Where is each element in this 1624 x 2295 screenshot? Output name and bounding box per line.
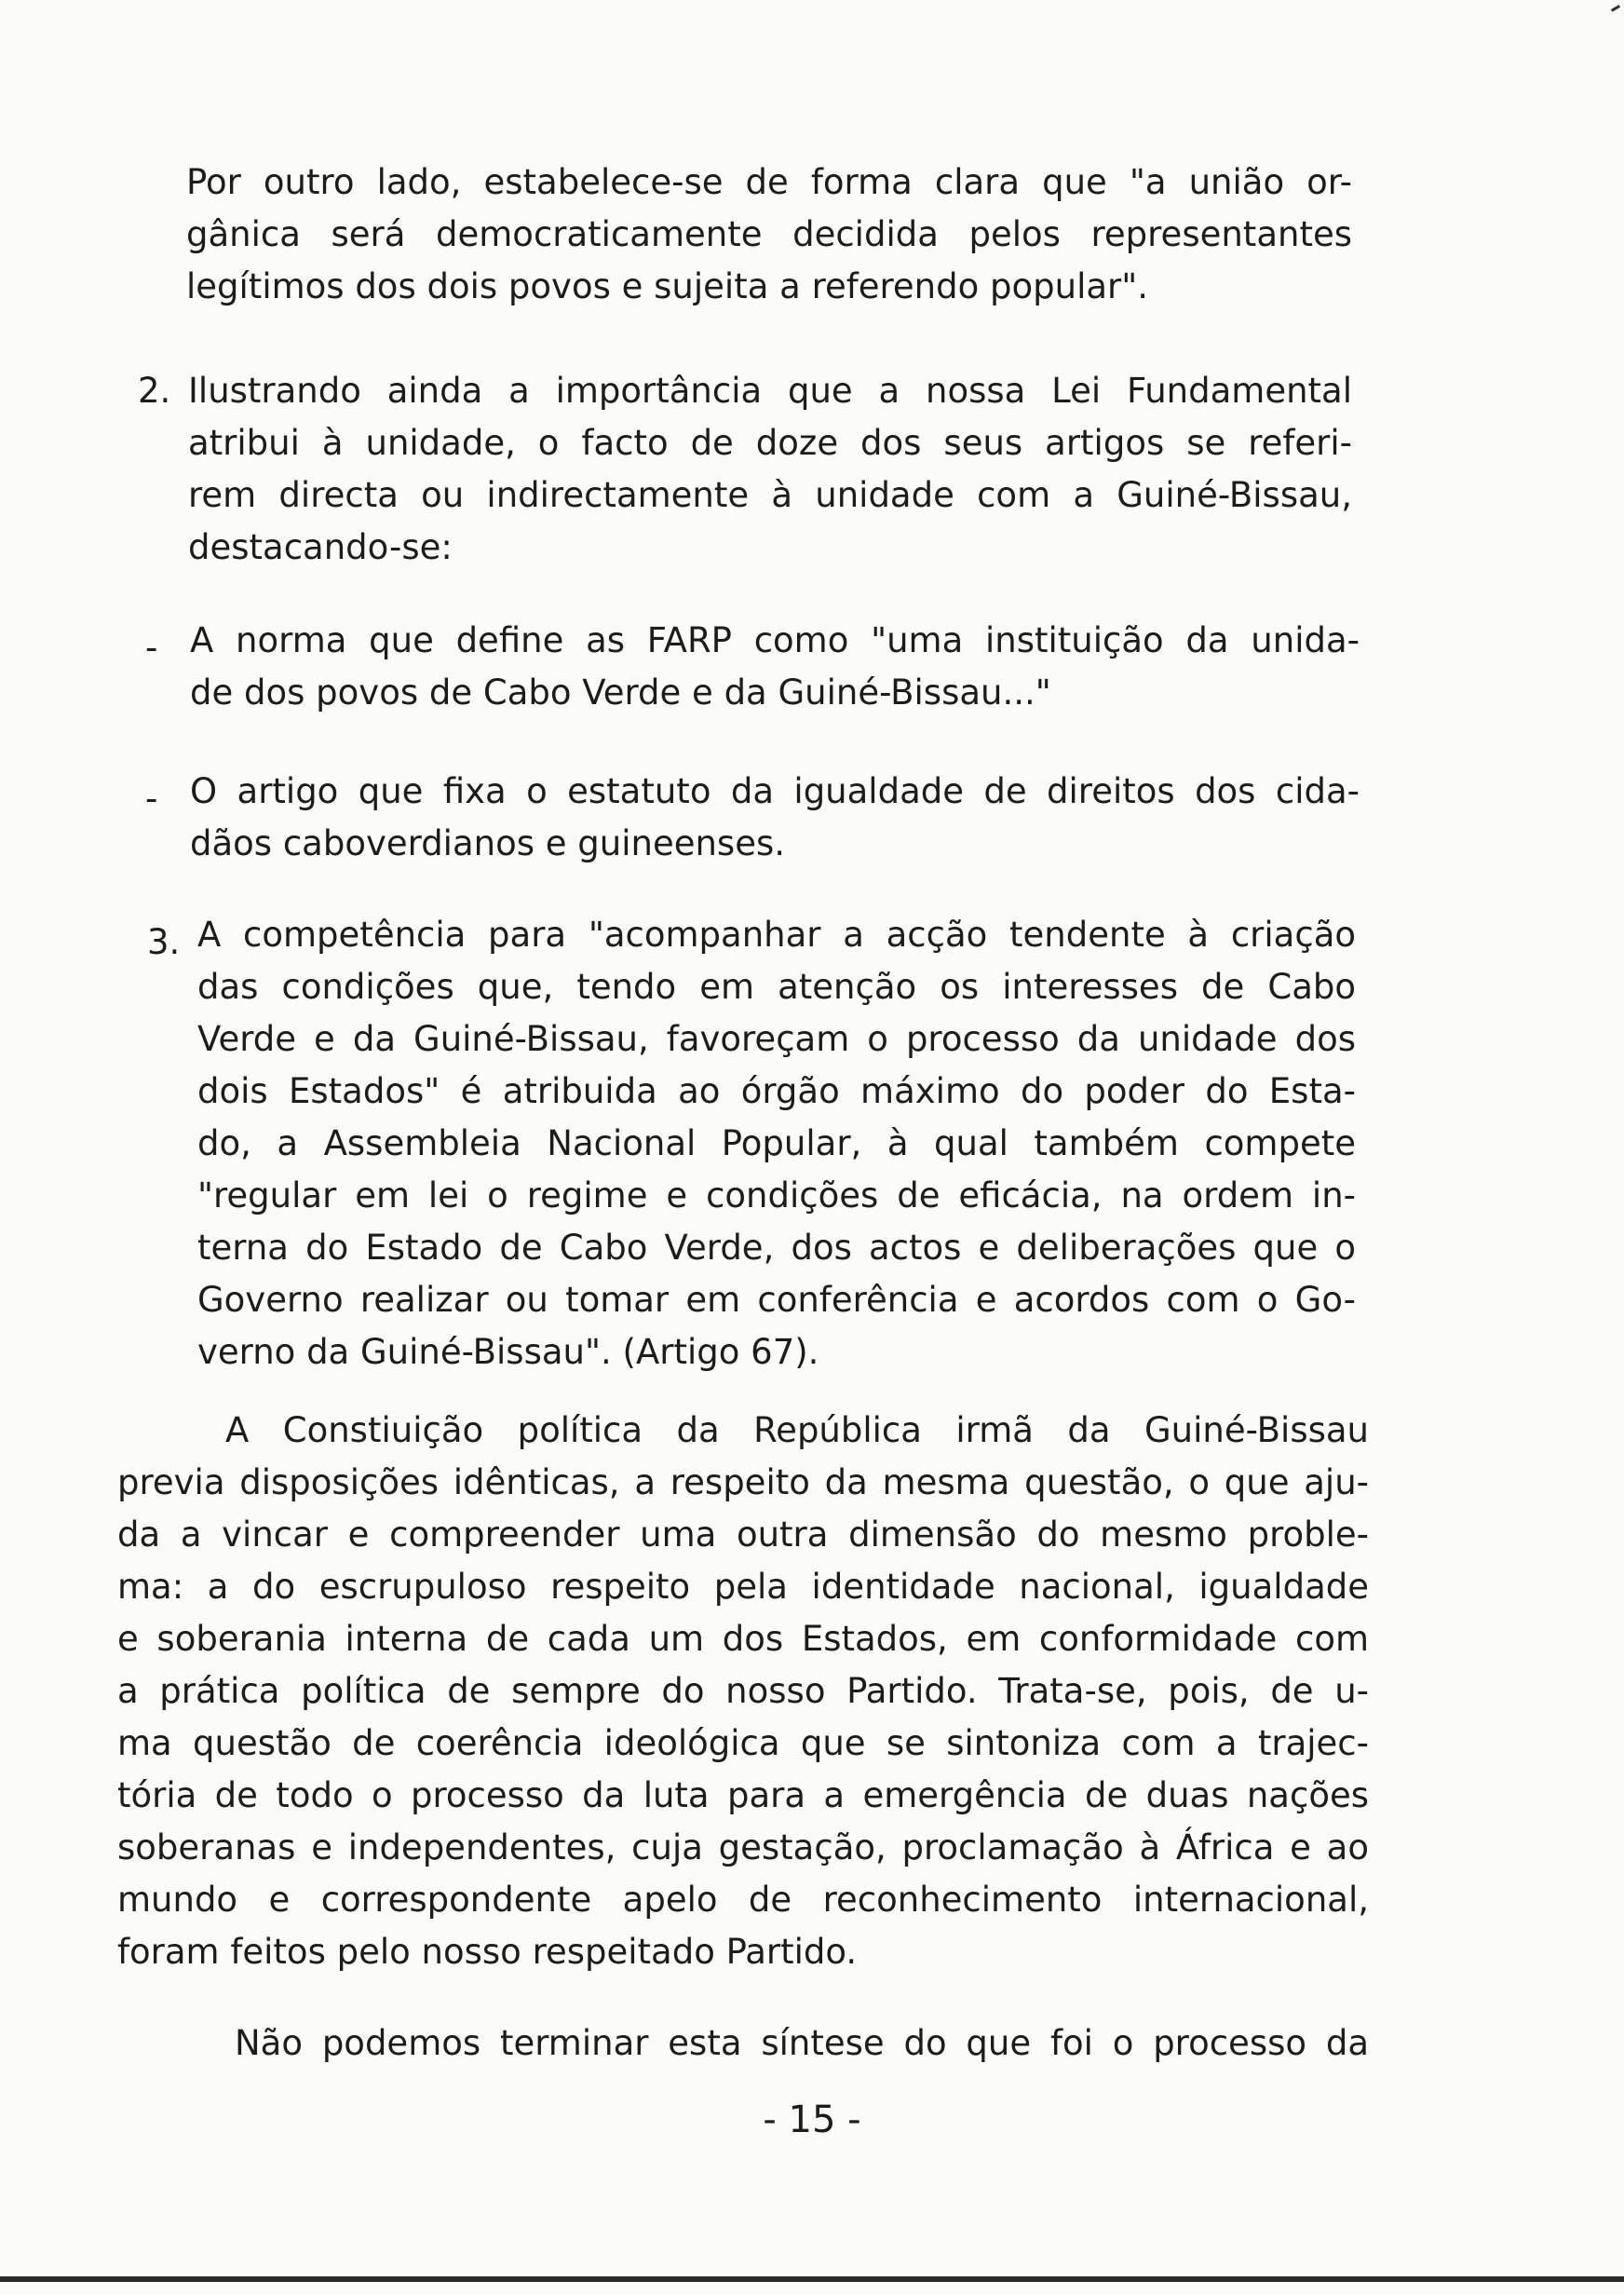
text-line: Por outro lado, estabelece-se de forma clara que "a união or- xyxy=(186,162,1352,202)
list-item-3 xyxy=(197,909,1356,1378)
text-line: verno da Guiné-Bissau". (Artigo 67). xyxy=(197,1332,819,1372)
text-line: rem directa ou indirectamente à unidade com a Guiné-Bissau, xyxy=(188,475,1352,515)
text-line: terna do Estado de Cabo Verde, dos actos e deliberações que o xyxy=(197,1228,1356,1268)
paragraph-1 xyxy=(186,156,1352,313)
text-line: ma questão de coerência ideológica que se sintoniza com a trajec- xyxy=(117,1723,1369,1763)
text-line: "regular em lei o regime e condições de eficácia, na ordem in- xyxy=(197,1175,1356,1215)
text-line: dãos caboverdianos e guineenses. xyxy=(190,823,786,863)
text-line: dois Estados" é atribuida ao órgão máximo do poder do Esta- xyxy=(197,1071,1356,1111)
text-line: e soberania interna de cada um dos Estados, em conformidade com xyxy=(117,1619,1369,1659)
list-item-2 xyxy=(188,365,1352,574)
text-line: A Constiuição política da República irmã da Guiné-Bissau xyxy=(225,1410,1369,1450)
bullet-marker-2: - xyxy=(145,779,158,819)
text-line: do, a Assembleia Nacional Popular, à qual também compete xyxy=(197,1123,1356,1163)
bullet-item-1 xyxy=(190,615,1360,719)
bottom-edge-rule xyxy=(0,2276,1624,2282)
text-line: foram feitos pelo nosso respeitado Partido. xyxy=(117,1932,858,1972)
paragraph-2 xyxy=(117,1405,1369,1978)
text-line: de dos povos de Cabo Verde e da Guiné-Bissau..." xyxy=(190,672,1051,713)
text-line: A norma que define as FARP como "uma instituição da unida- xyxy=(190,620,1360,660)
text-line: O artigo que fixa o estatuto da igualdade de direitos dos cida- xyxy=(190,771,1360,811)
text-line: da a vincar e compreender uma outra dimensão do mesmo proble- xyxy=(117,1514,1369,1555)
text-line: gânica será democraticamente decidida pelos representantes xyxy=(186,214,1352,254)
text-line: A competência para "acompanhar a acção tendente à criação xyxy=(197,915,1356,955)
list-marker-2: 2. xyxy=(138,371,171,411)
corner-scan-mark xyxy=(1607,0,1620,12)
text-line: a prática política de sempre do nosso Partido. Trata-se, pois, de u- xyxy=(117,1671,1369,1711)
text-line: soberanas e independentes, cuja gestação, proclamação à África e ao xyxy=(117,1827,1369,1867)
text-line: atribui à unidade, o facto de doze dos seus artigos se referi- xyxy=(188,423,1352,463)
text-line: Governo realizar ou tomar em conferência e acordos com o Go- xyxy=(197,1280,1356,1320)
text-line: tória de todo o processo da luta para a emergência de duas nações xyxy=(117,1775,1369,1815)
bullet-marker-1: - xyxy=(145,628,158,668)
text-line: destacando-se: xyxy=(188,527,453,567)
paragraph-3 xyxy=(235,2017,1369,2070)
bullet-item-2 xyxy=(190,766,1360,870)
page-number: - 15 - xyxy=(763,2098,861,2141)
text-line: ma: a do escrupuloso respeito pela identidade nacional, igualdade xyxy=(117,1567,1369,1607)
text-line: Não podemos terminar esta síntese do que foi o processo da xyxy=(235,2023,1369,2063)
text-line: Verde e da Guiné-Bissau, favoreçam o processo da unidade dos xyxy=(197,1019,1356,1059)
text-line: previa disposições idênticas, a respeito da mesma questão, o que aju- xyxy=(117,1462,1369,1502)
list-marker-3: 3. xyxy=(147,922,181,962)
text-line: Ilustrando ainda a importância que a nossa Lei Fundamental xyxy=(188,371,1352,411)
text-line: legítimos dos dois povos e sujeita a referendo popular". xyxy=(186,266,1149,306)
text-line: mundo e correspondente apelo de reconhecimento internacional, xyxy=(117,1880,1369,1920)
text-line: das condições que, tendo em atenção os interesses de Cabo xyxy=(197,967,1356,1007)
